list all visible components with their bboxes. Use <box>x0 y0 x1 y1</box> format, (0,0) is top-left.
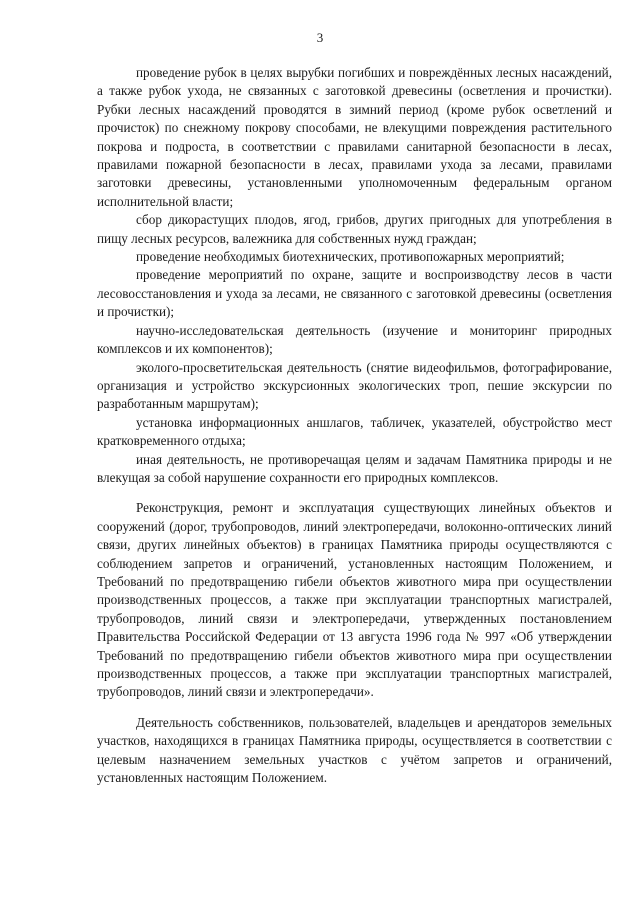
paragraph-signage: установка информационных аншлагов, табличек, указателей, обустройство мест кратковременного отдыха; <box>97 414 612 449</box>
document-body <box>97 64 612 787</box>
paragraph-other-activity: иная деятельность, не противоречащая целям и задачам Памятника природы и не влекущая за собой нарушение сохранности его природных комплексов. <box>97 451 612 485</box>
paragraph-research: научно-исследовательская деятельность (изучение и мониторинг природных комплексов и их компонентов); <box>97 322 612 357</box>
paragraph-biotechnical: проведение необходимых биотехнических, противопожарных мероприятий; <box>136 249 565 265</box>
paragraph-reconstruction: Реконструкция, ремонт и эксплуатация существующих линейных объектов и сооружений (дорог, трубопроводов, линий электропередачи, волоконно-оптических линий связи, других линейных объектов) в границах Памятника природы осуществляются с соблюдением запретов и ограничений, установленных настоящим Положением, и Требований по предотвращению гибели объектов животного мира при осуществлении производственных процессов, а также при эксплуатации транспортных магистралей, трубопроводов, линий связи и электропередачи, утвержденных постановлением Правительства Российской Федерации от 13 августа 1996 года № 997 «Об утверждении Требований по предотвращению гибели объектов животного мира при осуществлении производственных процессов, а также при эксплуатации транспортных магистралей, трубопроводов, линий связи и электропередачи». <box>97 500 612 700</box>
paragraph-gathering: сбор дикорастущих плодов, ягод, грибов, других пригодных для употребления в пищу лесных ресурсов, валежника для собственных нужд граждан; <box>97 212 612 246</box>
paragraph-ecological-education: эколого-просветительская деятельность (снятие видеофильмов, фотографирование, организация и устройство экскурсионных экологических троп, пешие экскурсии по разработанным маршрутам); <box>97 359 612 412</box>
page-number: 3 <box>316 30 324 45</box>
paragraph-forest-protection: проведение мероприятий по охране, защите и воспроизводству лесов в части лесовосстановления и ухода за лесами, не связанного с заготовкой древесины (осветления и прочистки); <box>97 267 612 320</box>
paragraph-land-owners: Деятельность собственников, пользователей, владельцев и арендаторов земельных участков, находящихся в границах Памятника природы, осуществляется в соответствии с целевым назначением земельных участков с учётом запретов и ограничений, установленных настоящим Положением. <box>97 714 612 786</box>
paragraph-felling: проведение рубок в целях вырубки погибших и повреждённых лесных насаждений, а также рубок ухода, не связанных с заготовкой древесины (осветления и прочистки). Рубки лесных насаждений проводятся в зимний период (кроме рубок осветлений и прочисток) по снежному покрову способами, не влекущими повреждения растительного покрова и подроста, в соответствии с правилами санитарной безопасности в лесах, правилами пожарной безопасности в лесах, правилами ухода за лесами, правилами заготовки древесины, установленными уполномоченным федеральным органом исполнительной власти; <box>97 65 612 209</box>
